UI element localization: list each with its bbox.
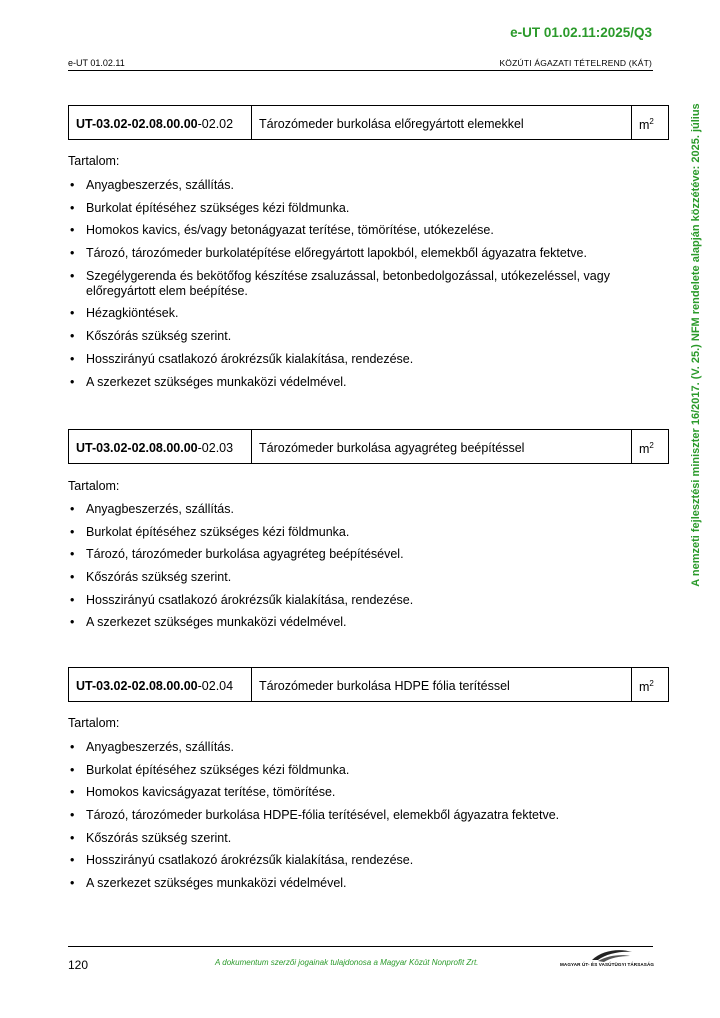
page-number: 120: [68, 958, 89, 972]
list-item: • Kőszórás szükség szerint.: [68, 570, 658, 585]
content-label: Tartalom:: [68, 154, 120, 168]
side-publication-note: A nemzeti fejlesztési miniszter 16/2017. (V. 25.) NFM rendelete alapján közzétéve: 2025. július: [690, 103, 702, 587]
item-code-suffix: -02.04: [197, 679, 234, 693]
item-unit: $m^2$: [639, 679, 654, 695]
item-code-suffix: -02.02: [197, 117, 234, 131]
item-code-cell: [69, 668, 252, 701]
item-title: Tározómeder burkolása HDPE fólia terítéssel: [252, 668, 632, 701]
list-item: • Hosszirányú csatlakozó árokrézsűk kialakítása, rendezése.: [68, 853, 658, 868]
list-item: • Burkolat építéséhez szükséges kézi földmunka.: [68, 763, 658, 778]
content-list-02-04: [68, 740, 658, 899]
item-table-02-03: [68, 429, 669, 464]
item-unit: $m^2$: [639, 441, 654, 457]
content-list-02-03: [68, 502, 658, 638]
list-item: • A szerkezet szükséges munkaközi védelmével.: [68, 615, 658, 630]
list-item: • Tározó, tározómeder burkolása agyagréteg beépítésével.: [68, 547, 658, 562]
document-code: e-UT 01.02.11:2025/Q3: [510, 25, 652, 40]
item-code-cell: [69, 106, 252, 139]
header-left-text: e-UT 01.02.11: [68, 58, 125, 68]
list-item: • Hosszirányú csatlakozó árokrézsűk kialakítása, rendezése.: [68, 593, 658, 608]
list-item: • A szerkezet szükséges munkaközi védelmével.: [68, 375, 658, 390]
content-label: Tartalom:: [68, 479, 120, 493]
item-table-02-02: [68, 105, 669, 140]
item-code-bold: UT-03.02-02.08.00.00: [76, 679, 198, 693]
content-list-02-02: [68, 178, 658, 397]
item-title: Tározómeder burkolása agyagréteg beépítéssel: [252, 430, 632, 463]
list-item: • Anyagbeszerzés, szállítás.: [68, 178, 658, 193]
list-item: • Anyagbeszerzés, szállítás.: [68, 740, 658, 755]
item-code-cell: [69, 430, 252, 463]
list-item: • Homokos kavics, és/vagy betonágyazat terítése, tömörítése, utókezelése.: [68, 223, 658, 238]
item-code-suffix: -02.03: [197, 441, 234, 455]
list-item: • Tározó, tározómeder burkolása HDPE-fólia terítésével, elemekből ágyazatra fektetve.: [68, 808, 658, 823]
list-item: • Hosszirányú csatlakozó árokrézsűk kialakítása, rendezése.: [68, 352, 658, 367]
list-item: • A szerkezet szükséges munkaközi védelmével.: [68, 876, 658, 891]
list-item: • Burkolat építéséhez szükséges kézi földmunka.: [68, 201, 658, 216]
company-logo-text: MAGYAR ÚT- ÉS VASÚTÜGYI TÁRSASÁG: [560, 962, 655, 967]
list-item: • Homokos kavicságyazat terítése, tömörítése.: [68, 785, 658, 800]
list-item: • Burkolat építéséhez szükséges kézi földmunka.: [68, 525, 658, 540]
list-item: • Hézagkiöntések.: [68, 306, 658, 321]
header-right-text: KÖZÚTI ÁGAZATI TÉTELREND (KÁT): [499, 58, 652, 68]
item-code-bold: UT-03.02-02.08.00.00: [76, 441, 198, 455]
item-title: Tározómeder burkolása előregyártott elemekkel: [252, 106, 632, 139]
item-unit: $m^2$: [639, 117, 654, 133]
list-item: • Tározó, tározómeder burkolatépítése előregyártott lapokból, elemekből ágyazatra fektetve.: [68, 246, 658, 261]
item-table-02-04: [68, 667, 669, 702]
content-label: Tartalom:: [68, 716, 120, 730]
footer-copyright: A dokumentum szerzői jogainak tulajdonosa a Magyar Közút Nonprofit Zrt.: [215, 958, 479, 967]
item-code-bold: UT-03.02-02.08.00.00: [76, 117, 198, 131]
list-item: • Kőszórás szükség szerint.: [68, 831, 658, 846]
header-divider: [68, 70, 653, 71]
list-item: • Anyagbeszerzés, szállítás.: [68, 502, 658, 517]
list-item: • Szegélygerenda és bekötőfog készítése zsaluzással, betonbedolgozással, utókezeléssel, vagy előregyártott elem beépítése.: [68, 269, 658, 299]
list-item: • Kőszórás szükség szerint.: [68, 329, 658, 344]
